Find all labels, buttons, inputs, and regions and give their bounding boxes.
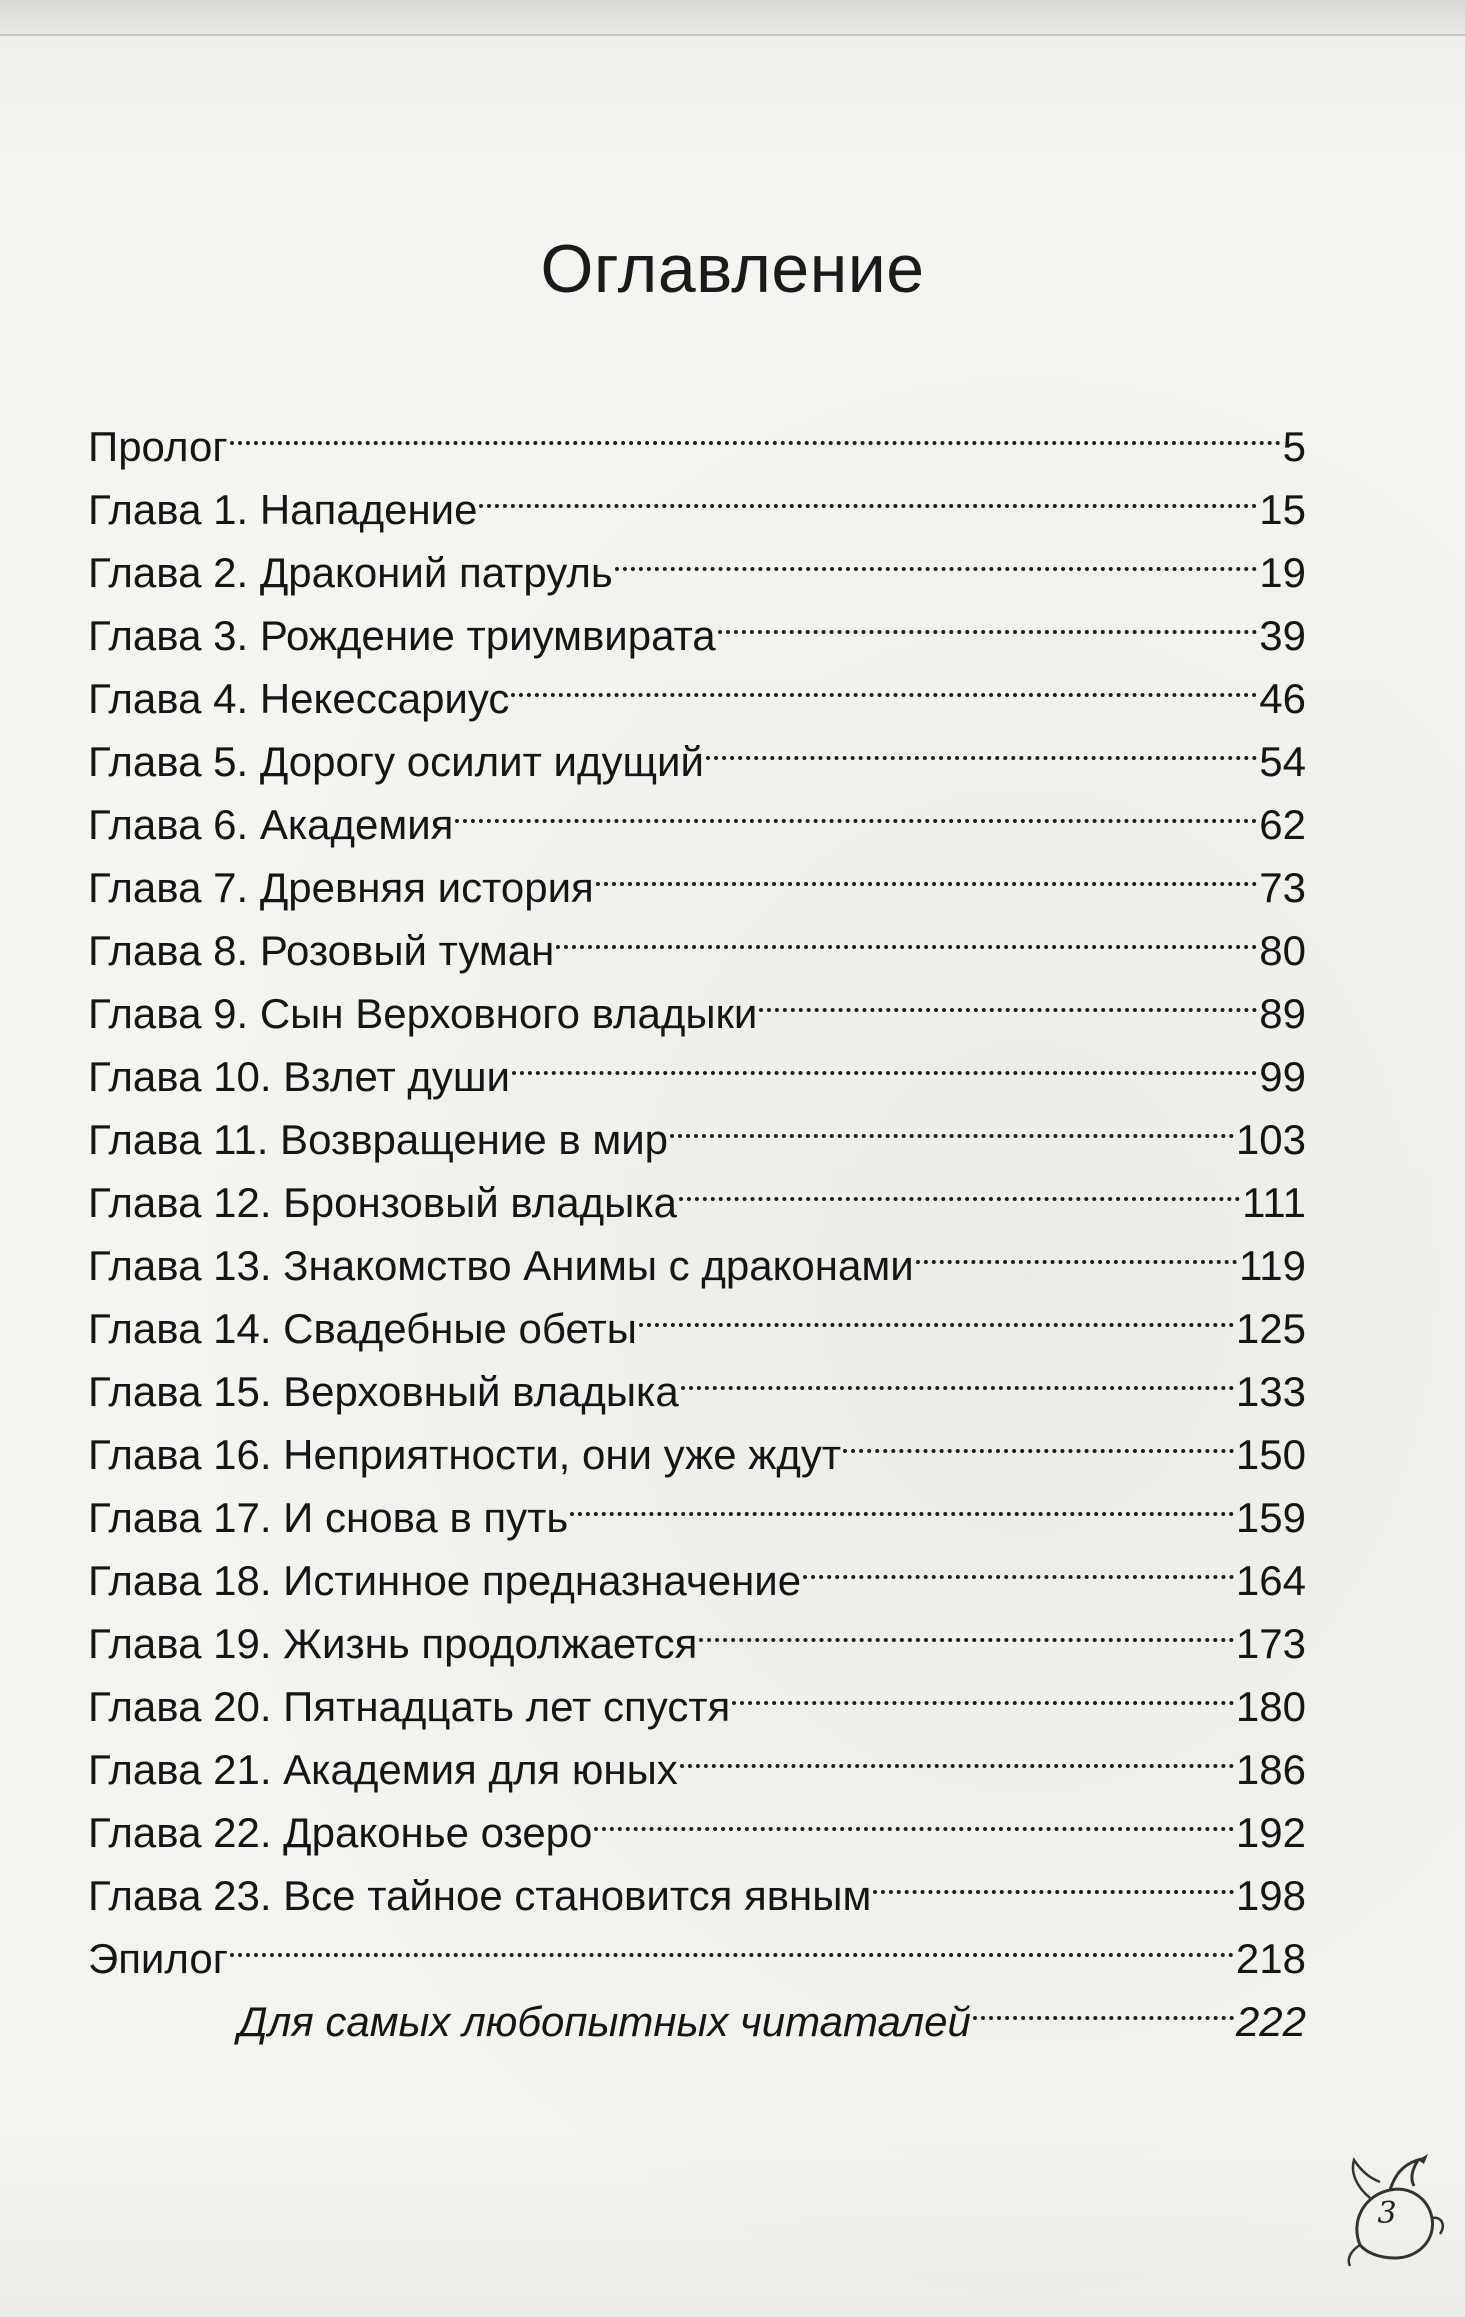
dot-leader: [479, 461, 1257, 524]
toc-entry-title: Глава 10. Взлет души: [88, 1053, 511, 1100]
toc-entry-title: Пролог: [88, 423, 228, 470]
toc-entry-title: Глава 2. Драконий патруль: [88, 549, 613, 596]
dot-leader: [732, 1658, 1234, 1721]
dot-leader: [230, 398, 1281, 461]
toc-entry-title: Глава 16. Неприятности, они уже ждут: [88, 1431, 842, 1478]
dot-leader: [706, 713, 1257, 776]
dot-leader: [594, 1784, 1234, 1847]
dot-leader: [670, 1091, 1234, 1154]
toc-entry-page-number: 133: [1235, 1368, 1306, 1415]
toc-entry-page-number: 173: [1235, 1620, 1306, 1667]
toc-entry-title: Глава 17. И снова в путь: [88, 1494, 569, 1541]
dot-leader: [511, 650, 1257, 713]
dot-leader: [639, 1280, 1234, 1343]
toc-entry-title: Глава 4. Некессариус: [88, 675, 510, 722]
dot-leader: [718, 587, 1258, 650]
toc-entry-title: Эпилог: [88, 1935, 229, 1982]
toc-entry-title: Глава 18. Истинное предназначение: [88, 1557, 802, 1604]
toc-entry-page-number: 15: [1259, 486, 1306, 533]
toc-entry-title: Глава 14. Свадебные обеты: [88, 1305, 637, 1352]
toc-entry-title: Глава 8. Розовый туман: [88, 927, 555, 974]
toc-entry-page-number: 62: [1259, 801, 1306, 848]
toc-entry-page-number: 103: [1235, 1116, 1306, 1163]
toc-entry-title: Глава 3. Рождение триумвирата: [88, 612, 716, 659]
toc-entry-page-number: 39: [1259, 612, 1306, 659]
table-of-contents: [88, 398, 1306, 2045]
toc-entry-page-number: 198: [1235, 1872, 1306, 1919]
dot-leader: [570, 1469, 1234, 1532]
toc-entry-page-number: 218: [1235, 1935, 1306, 1982]
dot-leader: [556, 902, 1257, 965]
dot-leader: [843, 1406, 1234, 1469]
toc-entry: [88, 398, 1306, 470]
dot-leader: [680, 1721, 1234, 1784]
toc-entry-page-number: 99: [1259, 1053, 1306, 1100]
previous-page-edge: [0, 0, 1465, 36]
toc-entry-page-number: 19: [1259, 549, 1306, 596]
toc-entry-title: Глава 12. Бронзовый владыка: [88, 1179, 677, 1226]
dot-leader: [596, 839, 1257, 902]
dot-leader: [230, 1910, 1234, 1973]
toc-entry-page-number: 5: [1282, 423, 1306, 470]
toc-entry-page-number: 111: [1242, 1179, 1306, 1226]
toc-entry-page-number: 80: [1259, 927, 1306, 974]
toc-entry-page-number: 119: [1239, 1242, 1306, 1289]
page-number: 3: [1377, 2196, 1397, 2231]
toc-entry-page-number: 164: [1235, 1557, 1306, 1604]
toc-entry: [88, 1910, 1306, 1982]
toc-entry-page-number: 222: [1235, 1998, 1306, 2045]
toc-entry-page-number: 186: [1235, 1746, 1306, 1793]
dot-leader: [759, 965, 1257, 1028]
toc-entry-title: Глава 15. Верховный владыка: [88, 1368, 679, 1415]
toc-entry-title: Глава 13. Знакомство Анимы с драконами: [88, 1242, 914, 1289]
dot-leader: [679, 1154, 1240, 1217]
toc-entry-title: Глава 1. Нападение: [88, 486, 478, 533]
toc-entry-title: Глава 21. Академия для юных: [88, 1746, 678, 1793]
dot-leader: [973, 1973, 1234, 2036]
toc-entry: [88, 461, 1306, 533]
toc-entry-title: Глава 5. Дорогу осилит идущий: [88, 738, 704, 785]
toc-entry-page-number: 54: [1259, 738, 1306, 785]
toc-entry-title: Глава 6. Академия: [88, 801, 454, 848]
toc-entry-page-number: 180: [1235, 1683, 1306, 1730]
toc-entry-page-number: 89: [1259, 990, 1306, 1037]
dot-leader: [699, 1595, 1234, 1658]
toc-entry-page-number: 46: [1259, 675, 1306, 722]
toc-entry-title: Глава 20. Пятнадцать лет спустя: [88, 1683, 731, 1730]
toc-entry-title: Глава 7. Древняя история: [88, 864, 594, 911]
dot-leader: [455, 776, 1257, 839]
toc-entry-page-number: 125: [1235, 1305, 1306, 1352]
dot-leader: [803, 1532, 1234, 1595]
toc-entry-page-number: 192: [1235, 1809, 1306, 1856]
toc-entry-title: Глава 22. Драконье озеро: [88, 1809, 593, 1856]
page-title: Оглавление: [540, 231, 925, 307]
toc-entry-title: Глава 11. Возвращение в мир: [88, 1116, 669, 1163]
dot-leader: [873, 1847, 1234, 1910]
toc-entry-title: Глава 9. Сын Верховного владыки: [88, 990, 758, 1037]
toc-entry: [88, 1973, 1306, 2045]
toc-entry-page-number: 73: [1259, 864, 1306, 911]
dot-leader: [681, 1343, 1234, 1406]
dot-leader: [916, 1217, 1237, 1280]
toc-entry-title: Глава 19. Жизнь продолжается: [88, 1620, 698, 1667]
dot-leader: [512, 1028, 1257, 1091]
toc-entry-title: Для самых любопытных читаталей: [238, 1998, 971, 2045]
toc-entry-title: Глава 23. Все тайное становится явным: [88, 1872, 872, 1919]
toc-entry-page-number: 150: [1235, 1431, 1306, 1478]
toc-entry-page-number: 159: [1235, 1494, 1306, 1541]
dot-leader: [615, 524, 1258, 587]
